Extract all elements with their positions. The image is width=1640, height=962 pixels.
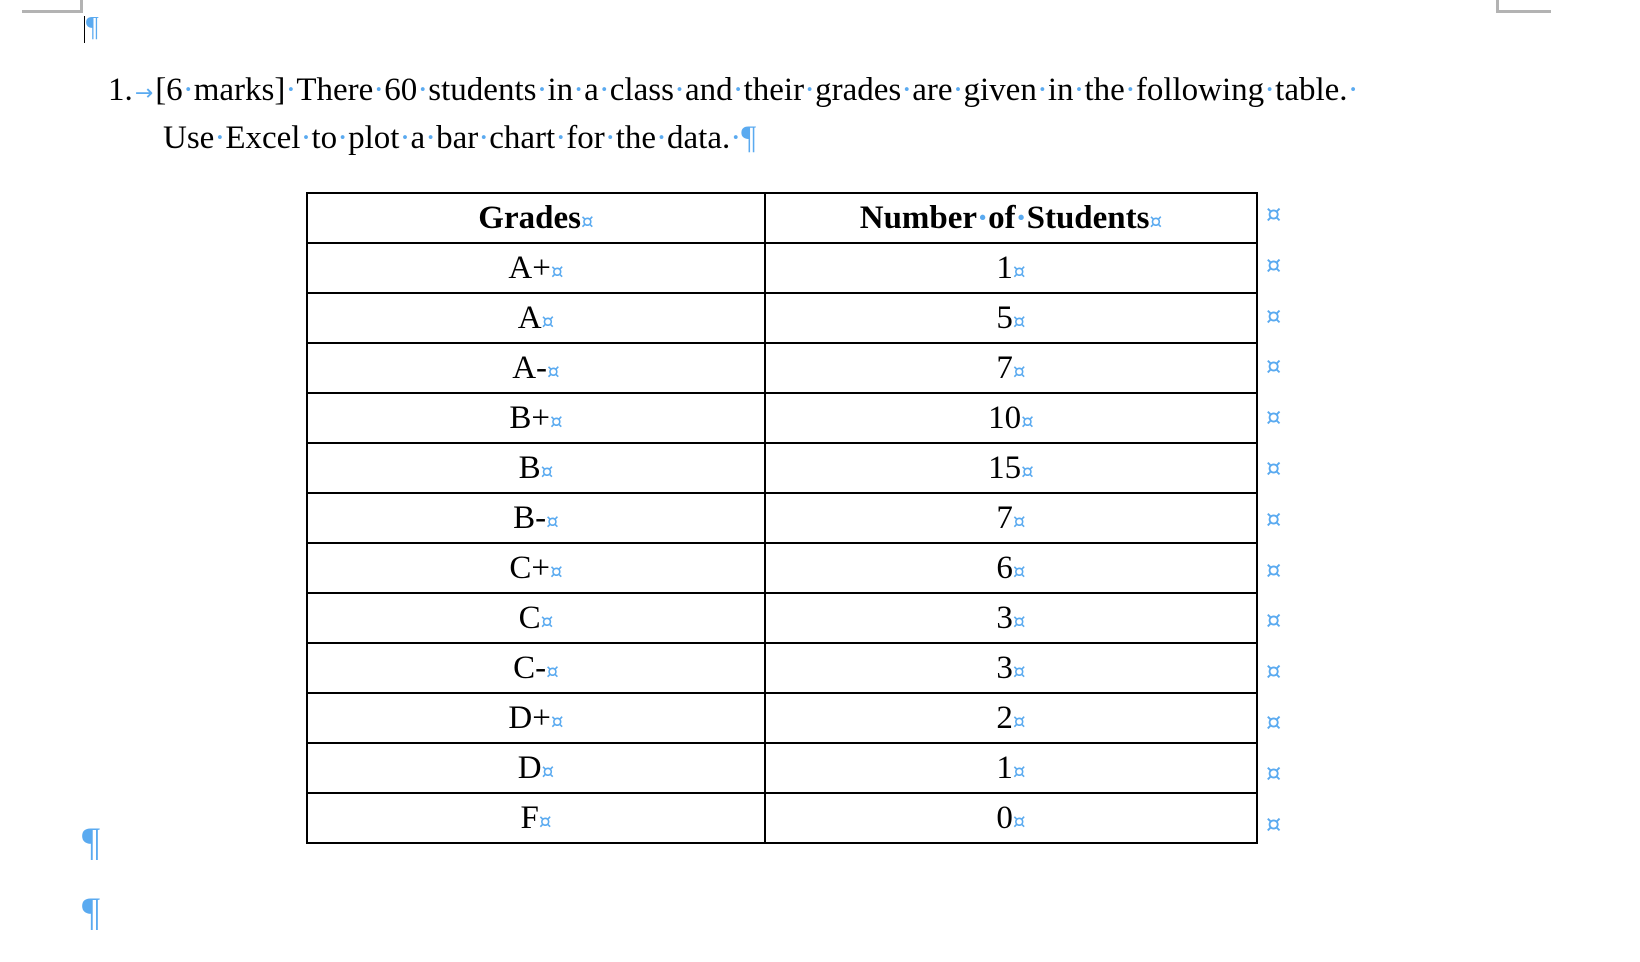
cell-text: 2: [996, 699, 1013, 736]
cell-mark: ¤: [1012, 808, 1026, 833]
grade-cell[interactable]: [307, 643, 765, 693]
grade-cell[interactable]: [307, 443, 765, 493]
grade-cell[interactable]: [307, 793, 765, 843]
table-row: [307, 693, 1257, 743]
cell-mark: ¤: [549, 558, 563, 583]
column-header[interactable]: [765, 193, 1257, 243]
table-row: [307, 543, 1257, 593]
cell-mark: ¤: [1012, 508, 1026, 533]
cell-mark: ¤: [1012, 258, 1026, 283]
paragraph-mark: ¶: [86, 12, 99, 43]
row-end-mark: ¤: [1266, 555, 1282, 584]
cell-mark: ¤: [541, 308, 555, 333]
count-cell[interactable]: [765, 443, 1257, 493]
cell-text: 7: [996, 499, 1013, 536]
cell-mark: ¤: [550, 258, 564, 283]
count-cell[interactable]: [765, 243, 1257, 293]
count-cell[interactable]: [765, 343, 1257, 393]
row-end-mark: ¤: [1266, 454, 1282, 482]
cell-mark: ¤: [1012, 558, 1026, 583]
row-end-mark: ¤: [1266, 657, 1282, 686]
paragraph-mark: ¶: [82, 889, 101, 934]
table-row: [307, 243, 1257, 293]
row-end-mark: ¤: [1266, 301, 1282, 330]
count-cell[interactable]: [765, 543, 1257, 593]
cell-mark: ¤: [540, 458, 554, 483]
margin-corner-top-right: [1496, 0, 1551, 13]
row-end-mark: ¤: [1266, 352, 1282, 381]
cell-text: B-: [513, 499, 547, 536]
cell-text: 7: [996, 349, 1013, 386]
count-cell[interactable]: [765, 593, 1257, 643]
table-row: [307, 593, 1257, 643]
cell-text: F: [520, 799, 539, 836]
count-cell[interactable]: [765, 643, 1257, 693]
cell-mark: ¤: [550, 708, 564, 733]
column-header[interactable]: [307, 193, 765, 243]
cell-text: 15: [988, 449, 1022, 486]
table-row: [307, 443, 1257, 493]
question-text-2: Use·Excel·to·plot·a·bar·chart·for·the·data.·: [163, 120, 742, 156]
cell-mark: ¤: [540, 608, 554, 633]
question-text-1: [6·marks]·There·60·students·in·a·class·and·their·grades·are·given·in·the·following·table.·: [155, 72, 1359, 108]
grade-cell[interactable]: [307, 743, 765, 793]
grade-cell[interactable]: [307, 543, 765, 593]
cell-mark: ¤: [1012, 758, 1026, 783]
cell-mark: ¤: [1021, 458, 1034, 483]
cell-mark: ¤: [1021, 408, 1034, 433]
paragraph-mark: ¶: [82, 819, 101, 864]
table-header-row: [307, 193, 1257, 243]
count-cell[interactable]: [765, 743, 1257, 793]
cell-text: 1: [996, 249, 1013, 286]
question-line-2[interactable]: [163, 118, 756, 158]
cell-text: D+: [508, 699, 551, 736]
cell-text: C-: [513, 649, 547, 686]
cell-mark: ¤: [546, 508, 559, 533]
cell-text: 10: [988, 399, 1022, 436]
question-line-1[interactable]: [108, 70, 1359, 114]
cell-mark: ¤: [1012, 358, 1026, 383]
table-row: [307, 393, 1257, 443]
grade-cell[interactable]: [307, 343, 765, 393]
count-cell[interactable]: [765, 693, 1257, 743]
row-end-mark: ¤: [1266, 403, 1282, 432]
cell-text: 1: [996, 749, 1013, 786]
grade-cell[interactable]: [307, 693, 765, 743]
header-label: Number·of·Students: [859, 199, 1150, 236]
row-end-mark: ¤: [1266, 809, 1282, 838]
cell-mark: ¤: [1012, 308, 1026, 333]
table-row: [307, 343, 1257, 393]
table-row: [307, 793, 1257, 843]
cell-mark: ¤: [546, 658, 559, 683]
cell-text: B+: [509, 399, 550, 436]
count-cell[interactable]: [765, 493, 1257, 543]
row-end-mark: ¤: [1266, 504, 1282, 533]
grade-cell[interactable]: [307, 493, 765, 543]
cell-text: 6: [996, 549, 1013, 586]
cell-text: 5: [996, 299, 1013, 336]
cell-text: B: [518, 449, 541, 486]
grade-cell[interactable]: [307, 243, 765, 293]
grade-cell[interactable]: [307, 593, 765, 643]
cell-mark: ¤: [580, 208, 594, 233]
question-number: 1.: [108, 72, 133, 108]
cell-text: A: [517, 299, 542, 336]
row-end-mark: ¤: [1266, 200, 1282, 228]
cell-text: 3: [996, 599, 1013, 636]
cell-mark: ¤: [547, 358, 560, 383]
tab-arrow-icon: →: [134, 81, 154, 106]
cell-text: C+: [509, 549, 550, 586]
cell-mark: ¤: [1012, 708, 1026, 733]
cell-mark: ¤: [1012, 658, 1026, 683]
cell-text: A+: [508, 249, 551, 286]
table-row: [307, 293, 1257, 343]
table-row: [307, 643, 1257, 693]
text-cursor: [84, 16, 85, 43]
row-end-mark: ¤: [1266, 606, 1282, 635]
cell-mark: ¤: [549, 408, 563, 433]
count-cell[interactable]: [765, 293, 1257, 343]
grade-cell[interactable]: [307, 293, 765, 343]
grades-table: [306, 192, 1258, 844]
cell-mark: ¤: [1149, 208, 1163, 233]
header-label: Grades: [478, 199, 581, 236]
cell-text: D: [517, 749, 542, 786]
table-row: [307, 743, 1257, 793]
cell-mark: ¤: [538, 808, 552, 833]
cell-text: 3: [996, 649, 1013, 686]
row-end-mark: ¤: [1266, 708, 1282, 736]
paragraph-mark: ¶: [741, 120, 757, 156]
row-end-mark: ¤: [1266, 250, 1282, 279]
table-row: [307, 493, 1257, 543]
count-cell[interactable]: [765, 393, 1257, 443]
row-end-mark: ¤: [1266, 758, 1282, 787]
cell-mark: ¤: [1012, 608, 1026, 633]
count-cell[interactable]: [765, 793, 1257, 843]
cell-text: C: [518, 599, 541, 636]
margin-corner-top-left: [22, 0, 83, 13]
cell-mark: ¤: [541, 758, 555, 783]
cell-text: A-: [512, 349, 548, 386]
cell-text: 0: [996, 799, 1013, 836]
grade-cell[interactable]: [307, 393, 765, 443]
